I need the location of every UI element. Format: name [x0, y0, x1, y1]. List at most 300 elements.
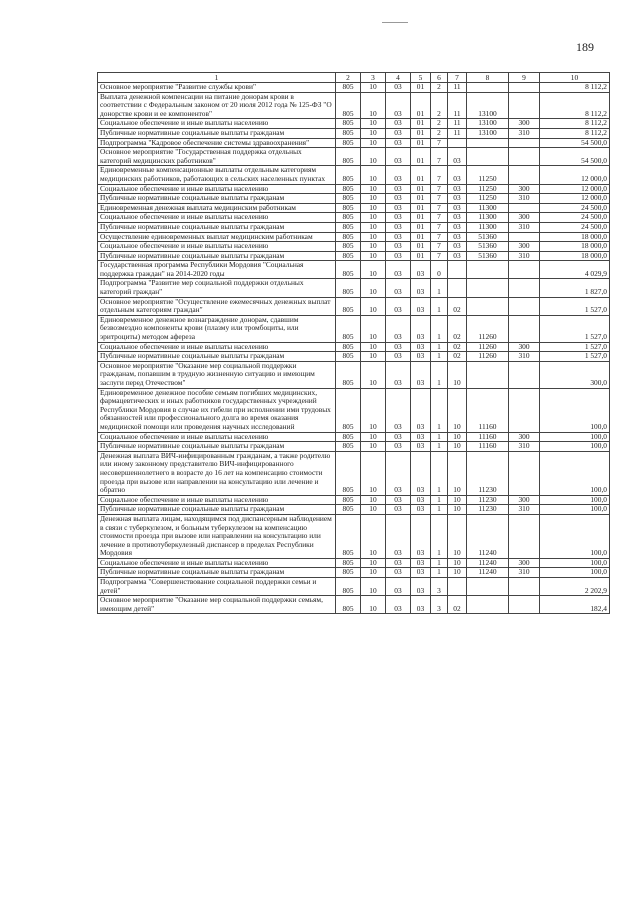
row-subsection-cell: 03: [386, 315, 411, 342]
row-subsection-cell: 03: [386, 242, 411, 252]
row-subprogram-cell: 1: [431, 279, 448, 297]
row-program-cell: 03: [411, 352, 431, 362]
row-subsection-cell: 03: [386, 596, 411, 614]
row-section-cell: 10: [361, 352, 386, 362]
row-name-cell: Публичные нормативные социальные выплаты гражданам: [98, 222, 336, 232]
header-cell: 1: [98, 73, 336, 83]
table-row: [98, 495, 610, 505]
row-subprogram-cell: 2: [431, 92, 448, 119]
row-subsection-cell: 03: [386, 148, 411, 166]
row-expense-type-cell: [509, 232, 540, 242]
row-subprogram-cell: 1: [431, 514, 448, 558]
row-expense-type-cell: 310: [509, 505, 540, 515]
row-section-cell: 10: [361, 128, 386, 138]
page-number: 189: [576, 40, 594, 54]
row-program-cell: 01: [411, 232, 431, 242]
table-row: [98, 251, 610, 261]
row-subprogram-cell: 7: [431, 184, 448, 194]
row-subprogram-cell: 7: [431, 194, 448, 204]
row-activity-cell: 10: [448, 514, 467, 558]
row-direction-cell: 51360: [467, 251, 509, 261]
row-amount-cell: 182,4: [540, 596, 610, 614]
row-activity-cell: 03: [448, 184, 467, 194]
row-section-cell: 10: [361, 261, 386, 279]
row-subsection-cell: 03: [386, 279, 411, 297]
row-direction-cell: 51360: [467, 242, 509, 252]
row-name-cell: Денежная выплата ВИЧ-инфицированным гражданам, а также родителю или иному законному представителю ВИЧ-инфицированного несовершеннолетнего в возрасте до 16 лет на компенсацию стоимости проезда при вызове или направлении на консультацию или лечение и обратно: [98, 451, 336, 495]
row-name-cell: Публичные нормативные социальные выплаты гражданам: [98, 505, 336, 515]
row-subsection-cell: 03: [386, 352, 411, 362]
row-direction-cell: [467, 138, 509, 148]
row-program-cell: 03: [411, 315, 431, 342]
table-row: [98, 505, 610, 515]
row-name-cell: Денежная выплата лицам, находящимся под диспансерным наблюдением в связи с туберкулезом, и больным туберкулезом на компенсацию стоимости проезда при вызове или направлении на консультацию или лечение в противотуберкулезный диспансер в пределах Республики Мордовия: [98, 514, 336, 558]
table-row: [98, 166, 610, 184]
row-section-cell: 10: [361, 451, 386, 495]
row-activity-cell: 10: [448, 388, 467, 432]
table-body: [98, 83, 610, 614]
row-direction-cell: 11300: [467, 222, 509, 232]
row-subprogram-cell: 1: [431, 495, 448, 505]
row-subsection-cell: 03: [386, 297, 411, 315]
header-cell: 9: [509, 73, 540, 83]
row-direction-cell: 11230: [467, 505, 509, 515]
row-section-cell: 10: [361, 495, 386, 505]
table-row: [98, 451, 610, 495]
row-expense-type-cell: 300: [509, 495, 540, 505]
row-subsection-cell: 03: [386, 119, 411, 129]
row-expense-type-cell: [509, 279, 540, 297]
row-subprogram-cell: 7: [431, 251, 448, 261]
row-amount-cell: 18 000,0: [540, 232, 610, 242]
row-subsection-cell: 03: [386, 194, 411, 204]
row-program-cell: 01: [411, 83, 431, 93]
row-program-cell: 03: [411, 451, 431, 495]
row-program-cell: 01: [411, 194, 431, 204]
row-subprogram-cell: 1: [431, 568, 448, 578]
row-amount-cell: 18 000,0: [540, 242, 610, 252]
row-expense-type-cell: 300: [509, 242, 540, 252]
row-subprogram-cell: 7: [431, 232, 448, 242]
row-section-cell: 10: [361, 388, 386, 432]
row-subprogram-cell: 1: [431, 388, 448, 432]
row-activity-cell: 03: [448, 166, 467, 184]
table-row: [98, 242, 610, 252]
row-subsection-cell: 03: [386, 128, 411, 138]
row-grbs-cell: 805: [336, 279, 361, 297]
row-amount-cell: 8 112,2: [540, 92, 610, 119]
row-expense-type-cell: [509, 148, 540, 166]
row-direction-cell: [467, 361, 509, 388]
row-grbs-cell: 805: [336, 342, 361, 352]
row-subprogram-cell: 1: [431, 442, 448, 452]
row-program-cell: 01: [411, 251, 431, 261]
row-grbs-cell: 805: [336, 251, 361, 261]
row-program-cell: 01: [411, 119, 431, 129]
row-direction-cell: 11300: [467, 203, 509, 213]
row-subsection-cell: 03: [386, 442, 411, 452]
row-amount-cell: 54 500,0: [540, 148, 610, 166]
header-cell: 10: [540, 73, 610, 83]
row-amount-cell: 100,0: [540, 558, 610, 568]
row-activity-cell: 11: [448, 92, 467, 119]
row-direction-cell: 13100: [467, 92, 509, 119]
row-amount-cell: 100,0: [540, 442, 610, 452]
row-direction-cell: [467, 596, 509, 614]
row-program-cell: 03: [411, 432, 431, 442]
row-expense-type-cell: [509, 451, 540, 495]
row-grbs-cell: 805: [336, 261, 361, 279]
row-grbs-cell: 805: [336, 119, 361, 129]
row-section-cell: 10: [361, 578, 386, 596]
row-program-cell: 01: [411, 128, 431, 138]
row-name-cell: Публичные нормативные социальные выплаты гражданам: [98, 251, 336, 261]
table-row: [98, 315, 610, 342]
row-name-cell: Публичные нормативные социальные выплаты гражданам: [98, 568, 336, 578]
row-grbs-cell: 805: [336, 83, 361, 93]
row-name-cell: Подпрограмма "Развитие мер социальной поддержки отдельных категорий граждан": [98, 279, 336, 297]
row-name-cell: Публичные нормативные социальные выплаты гражданам: [98, 194, 336, 204]
row-subsection-cell: 03: [386, 138, 411, 148]
row-direction-cell: 51360: [467, 232, 509, 242]
row-grbs-cell: 805: [336, 315, 361, 342]
row-direction-cell: 11260: [467, 342, 509, 352]
row-program-cell: 03: [411, 495, 431, 505]
row-expense-type-cell: 310: [509, 352, 540, 362]
row-subprogram-cell: 2: [431, 128, 448, 138]
row-subprogram-cell: 7: [431, 203, 448, 213]
row-section-cell: 10: [361, 242, 386, 252]
row-direction-cell: 13100: [467, 119, 509, 129]
row-name-cell: Единовременное денежное пособие семьям погибших медицинских, фармацевтических и иных работников государственных учреждений Республики Мордовия в случае их гибели при исполнении ими трудовых обязанностей или профессионального долга во время оказания медицинской помощи или проведения научных исследований: [98, 388, 336, 432]
row-section-cell: 10: [361, 222, 386, 232]
row-program-cell: 03: [411, 342, 431, 352]
row-activity-cell: [448, 261, 467, 279]
row-section-cell: 10: [361, 514, 386, 558]
row-activity-cell: 03: [448, 222, 467, 232]
row-grbs-cell: 805: [336, 442, 361, 452]
row-expense-type-cell: [509, 261, 540, 279]
row-name-cell: Публичные нормативные социальные выплаты гражданам: [98, 128, 336, 138]
row-program-cell: 03: [411, 388, 431, 432]
row-grbs-cell: 805: [336, 451, 361, 495]
row-subsection-cell: 03: [386, 495, 411, 505]
row-direction-cell: [467, 83, 509, 93]
row-subsection-cell: 03: [386, 184, 411, 194]
row-direction-cell: 11160: [467, 388, 509, 432]
row-direction-cell: 13100: [467, 128, 509, 138]
table-row: [98, 148, 610, 166]
row-name-cell: Единовременная денежная выплата медицинским работникам: [98, 203, 336, 213]
row-section-cell: 10: [361, 194, 386, 204]
row-subsection-cell: 03: [386, 505, 411, 515]
row-amount-cell: 100,0: [540, 505, 610, 515]
row-section-cell: 10: [361, 251, 386, 261]
row-subprogram-cell: 1: [431, 432, 448, 442]
row-section-cell: 10: [361, 138, 386, 148]
table-row: [98, 578, 610, 596]
row-program-cell: 01: [411, 148, 431, 166]
table-row: [98, 213, 610, 223]
row-program-cell: 03: [411, 361, 431, 388]
row-amount-cell: 18 000,0: [540, 251, 610, 261]
row-name-cell: Публичные нормативные социальные выплаты гражданам: [98, 352, 336, 362]
row-activity-cell: 02: [448, 352, 467, 362]
table-row: [98, 596, 610, 614]
row-activity-cell: 03: [448, 232, 467, 242]
row-program-cell: 03: [411, 297, 431, 315]
row-subsection-cell: 03: [386, 261, 411, 279]
row-subprogram-cell: 3: [431, 578, 448, 596]
row-expense-type-cell: 300: [509, 558, 540, 568]
header-cell: 4: [386, 73, 411, 83]
row-name-cell: Подпрограмма "Совершенствование социальной поддержки семьи и детей": [98, 578, 336, 596]
row-subsection-cell: 03: [386, 568, 411, 578]
row-activity-cell: [448, 138, 467, 148]
row-subsection-cell: 03: [386, 361, 411, 388]
row-direction-cell: 11260: [467, 315, 509, 342]
row-grbs-cell: 805: [336, 128, 361, 138]
row-subprogram-cell: 2: [431, 83, 448, 93]
row-name-cell: Социальное обеспечение и иные выплаты населению: [98, 558, 336, 568]
row-name-cell: Социальное обеспечение и иные выплаты населению: [98, 184, 336, 194]
row-section-cell: 10: [361, 148, 386, 166]
row-section-cell: 10: [361, 203, 386, 213]
row-grbs-cell: 805: [336, 213, 361, 223]
row-subsection-cell: 03: [386, 92, 411, 119]
table-row: [98, 184, 610, 194]
row-direction-cell: 11300: [467, 213, 509, 223]
row-grbs-cell: 805: [336, 388, 361, 432]
row-section-cell: 10: [361, 184, 386, 194]
row-activity-cell: 10: [448, 361, 467, 388]
table-row: [98, 83, 610, 93]
row-name-cell: Подпрограмма "Кадровое обеспечение системы здравоохранения": [98, 138, 336, 148]
row-section-cell: 10: [361, 596, 386, 614]
row-amount-cell: 1 527,0: [540, 297, 610, 315]
row-grbs-cell: 805: [336, 432, 361, 442]
row-amount-cell: 8 112,2: [540, 128, 610, 138]
row-activity-cell: 11: [448, 119, 467, 129]
row-activity-cell: 03: [448, 251, 467, 261]
row-subprogram-cell: 1: [431, 315, 448, 342]
row-subsection-cell: 03: [386, 514, 411, 558]
row-subsection-cell: 03: [386, 388, 411, 432]
row-activity-cell: 03: [448, 194, 467, 204]
row-direction-cell: 11250: [467, 194, 509, 204]
row-direction-cell: [467, 261, 509, 279]
row-activity-cell: 10: [448, 558, 467, 568]
row-amount-cell: 300,0: [540, 361, 610, 388]
table-row: [98, 279, 610, 297]
row-amount-cell: 8 112,2: [540, 83, 610, 93]
row-name-cell: Единовременное денежное вознаграждение донорам, сдавшим безвозмездно компоненты крови (плазму или тромбоциты, или эритроциты) методом афереза: [98, 315, 336, 342]
row-expense-type-cell: [509, 166, 540, 184]
table-row: [98, 558, 610, 568]
header-cell: 2: [336, 73, 361, 83]
row-amount-cell: 100,0: [540, 432, 610, 442]
row-expense-type-cell: 300: [509, 342, 540, 352]
row-subsection-cell: 03: [386, 203, 411, 213]
row-subprogram-cell: 1: [431, 342, 448, 352]
row-grbs-cell: 805: [336, 222, 361, 232]
row-amount-cell: 100,0: [540, 568, 610, 578]
row-program-cell: 03: [411, 442, 431, 452]
row-amount-cell: 100,0: [540, 495, 610, 505]
row-section-cell: 10: [361, 119, 386, 129]
row-name-cell: Социальное обеспечение и иные выплаты населению: [98, 342, 336, 352]
row-amount-cell: 24 500,0: [540, 203, 610, 213]
row-program-cell: 01: [411, 166, 431, 184]
row-amount-cell: 12 000,0: [540, 166, 610, 184]
row-grbs-cell: 805: [336, 352, 361, 362]
row-direction-cell: [467, 297, 509, 315]
row-amount-cell: 100,0: [540, 388, 610, 432]
row-program-cell: 01: [411, 138, 431, 148]
row-name-cell: Единовременные компенсационные выплаты отдельным категориям медицинских работников, работающих в сельских населенных пунктах: [98, 166, 336, 184]
row-activity-cell: 03: [448, 213, 467, 223]
row-activity-cell: 10: [448, 451, 467, 495]
row-direction-cell: 11230: [467, 451, 509, 495]
row-program-cell: 03: [411, 578, 431, 596]
header-cell: 3: [361, 73, 386, 83]
row-subprogram-cell: 2: [431, 119, 448, 129]
row-grbs-cell: 805: [336, 92, 361, 119]
table-row: [98, 203, 610, 213]
row-program-cell: 01: [411, 213, 431, 223]
row-grbs-cell: 805: [336, 361, 361, 388]
row-activity-cell: 02: [448, 315, 467, 342]
row-grbs-cell: 805: [336, 578, 361, 596]
row-amount-cell: 1 527,0: [540, 352, 610, 362]
row-expense-type-cell: 310: [509, 194, 540, 204]
row-expense-type-cell: [509, 315, 540, 342]
row-expense-type-cell: [509, 361, 540, 388]
row-amount-cell: 4 029,9: [540, 261, 610, 279]
row-grbs-cell: 805: [336, 558, 361, 568]
table-row: [98, 194, 610, 204]
row-section-cell: 10: [361, 279, 386, 297]
row-direction-cell: 11250: [467, 184, 509, 194]
row-expense-type-cell: [509, 83, 540, 93]
row-grbs-cell: 805: [336, 596, 361, 614]
row-direction-cell: 11160: [467, 432, 509, 442]
table-row: [98, 297, 610, 315]
table-row: [98, 432, 610, 442]
row-section-cell: 10: [361, 442, 386, 452]
row-name-cell: Осуществление единовременных выплат медицинским работникам: [98, 232, 336, 242]
row-name-cell: Социальное обеспечение и иные выплаты населению: [98, 119, 336, 129]
row-grbs-cell: 805: [336, 203, 361, 213]
row-program-cell: 01: [411, 92, 431, 119]
header-cell: 6: [431, 73, 448, 83]
row-name-cell: Публичные нормативные социальные выплаты гражданам: [98, 442, 336, 452]
row-amount-cell: 2 202,9: [540, 578, 610, 596]
row-amount-cell: 1 527,0: [540, 342, 610, 352]
row-name-cell: Основное мероприятие "Оказание мер социальной поддержки гражданам, попавшим в трудную жизненную ситуацию и имеющим заслуги перед Отечеством": [98, 361, 336, 388]
row-direction-cell: 11230: [467, 495, 509, 505]
row-expense-type-cell: 310: [509, 222, 540, 232]
row-subsection-cell: 03: [386, 232, 411, 242]
row-direction-cell: [467, 279, 509, 297]
row-direction-cell: 11240: [467, 514, 509, 558]
row-subprogram-cell: 7: [431, 148, 448, 166]
row-subprogram-cell: 7: [431, 222, 448, 232]
row-grbs-cell: 805: [336, 232, 361, 242]
table-row: [98, 361, 610, 388]
row-name-cell: Основное мероприятие "Развитие службы крови": [98, 83, 336, 93]
table-row: [98, 388, 610, 432]
row-section-cell: 10: [361, 297, 386, 315]
header-cell: 5: [411, 73, 431, 83]
row-subsection-cell: 03: [386, 451, 411, 495]
row-activity-cell: 02: [448, 596, 467, 614]
row-activity-cell: 11: [448, 128, 467, 138]
row-amount-cell: 24 500,0: [540, 222, 610, 232]
row-program-cell: 03: [411, 279, 431, 297]
row-activity-cell: 02: [448, 342, 467, 352]
row-expense-type-cell: 310: [509, 251, 540, 261]
row-program-cell: 03: [411, 558, 431, 568]
row-subsection-cell: 03: [386, 342, 411, 352]
header-cell: 8: [467, 73, 509, 83]
row-program-cell: 03: [411, 514, 431, 558]
row-direction-cell: 11240: [467, 558, 509, 568]
table-row: [98, 568, 610, 578]
row-grbs-cell: 805: [336, 242, 361, 252]
row-amount-cell: 8 112,2: [540, 119, 610, 129]
row-program-cell: 03: [411, 505, 431, 515]
row-expense-type-cell: [509, 297, 540, 315]
row-subprogram-cell: 1: [431, 352, 448, 362]
row-program-cell: 01: [411, 203, 431, 213]
row-expense-type-cell: [509, 203, 540, 213]
row-section-cell: 10: [361, 342, 386, 352]
row-grbs-cell: 805: [336, 495, 361, 505]
row-activity-cell: [448, 279, 467, 297]
table-header-row: [98, 73, 610, 83]
table-row: [98, 232, 610, 242]
row-expense-type-cell: 310: [509, 442, 540, 452]
row-grbs-cell: 805: [336, 138, 361, 148]
row-section-cell: 10: [361, 213, 386, 223]
table-row: [98, 442, 610, 452]
table-row: [98, 261, 610, 279]
row-section-cell: 10: [361, 166, 386, 184]
row-grbs-cell: 805: [336, 297, 361, 315]
row-subsection-cell: 03: [386, 83, 411, 93]
row-amount-cell: 12 000,0: [540, 194, 610, 204]
header-cell: 7: [448, 73, 467, 83]
row-amount-cell: 100,0: [540, 514, 610, 558]
row-expense-type-cell: 300: [509, 213, 540, 223]
row-grbs-cell: 805: [336, 148, 361, 166]
row-subsection-cell: 03: [386, 222, 411, 232]
row-section-cell: 10: [361, 315, 386, 342]
table-row: [98, 138, 610, 148]
row-subprogram-cell: 1: [431, 297, 448, 315]
row-activity-cell: 10: [448, 505, 467, 515]
row-expense-type-cell: 310: [509, 568, 540, 578]
row-direction-cell: 11240: [467, 568, 509, 578]
row-grbs-cell: 805: [336, 514, 361, 558]
row-section-cell: 10: [361, 232, 386, 242]
row-subprogram-cell: 3: [431, 596, 448, 614]
row-section-cell: 10: [361, 92, 386, 119]
row-name-cell: Основное мероприятие "Осуществление ежемесячных денежных выплат отдельным категориям граждан": [98, 297, 336, 315]
row-subsection-cell: 03: [386, 432, 411, 442]
row-subsection-cell: 03: [386, 558, 411, 568]
